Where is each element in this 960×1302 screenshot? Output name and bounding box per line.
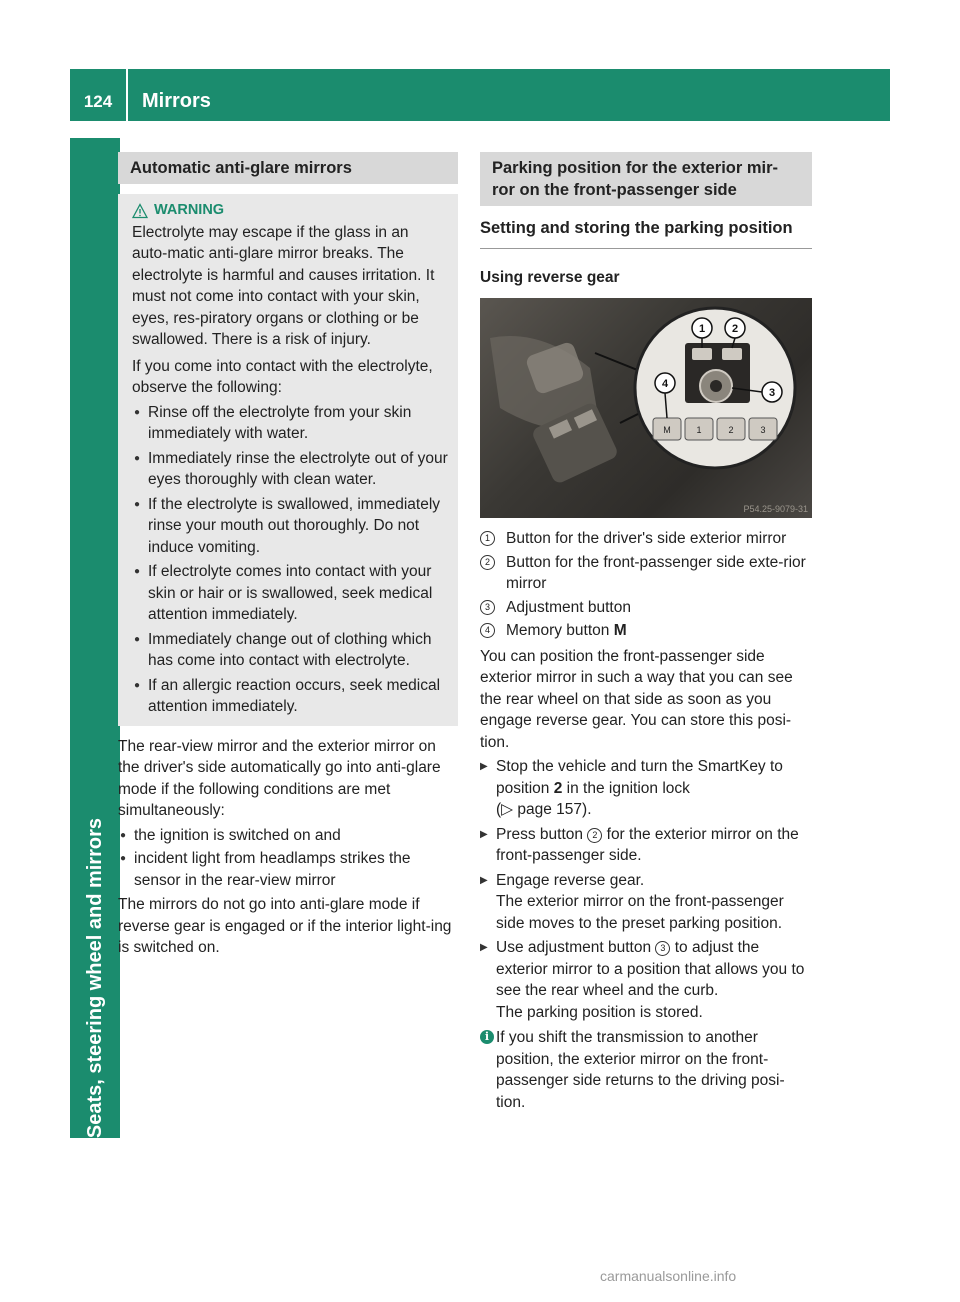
info-note (480, 1027, 812, 1113)
warning-bullet: ● If the electrolyte is swallowed, immediately rinse your mouth out thoroughly. Do not induce vomiting. (132, 494, 448, 559)
door-panel-illustration (480, 298, 812, 518)
warning-label: WARNING (154, 202, 225, 218)
legend-num: 4 (480, 623, 495, 638)
header-divider (126, 69, 128, 121)
chapter-tab-label-wrap (70, 138, 120, 1138)
step-text: Use adjustment button (496, 939, 656, 956)
step-callout: 2 (587, 828, 602, 843)
legend-num: 3 (480, 600, 495, 615)
legend-text: Button for the driver's side exterior mirror (506, 530, 787, 547)
subheading-setting: Setting and storing the parking position (480, 218, 812, 249)
memory-slot-3-label: 3 (760, 425, 766, 435)
step-text: to adjust the exterior mirror to a position that allows you to see the rear wheel and the curb. (496, 939, 805, 999)
condition-bullet: ● the ignition is switched on and (118, 825, 458, 847)
legend-text: Memory button (506, 622, 614, 639)
legend-text: Adjustment button (506, 598, 631, 616)
warning-box (118, 194, 458, 726)
page-number: 124 (83, 92, 113, 111)
legend-item (480, 620, 812, 642)
legend-item (480, 597, 812, 619)
image-code: P54.25-9079-31 (743, 504, 808, 514)
chapter-tab-label: Seats, steering wheel and mirrors (83, 817, 106, 1138)
legend-num: 1 (480, 531, 495, 546)
step-text: Press button (496, 825, 588, 843)
step-text: Engage reverse gear. (496, 871, 645, 889)
step-4 (480, 937, 812, 1023)
memory-slot-1-label: 1 (696, 425, 702, 435)
paragraph-conditions: The rear-view mirror and the exterior mirror on the driver's side automatically go into anti-glare mode if the following conditions are met simultaneously: (118, 737, 441, 819)
step-1 (480, 756, 812, 821)
page-reference-link[interactable]: (▷ page 157). (496, 801, 592, 818)
warning-bullet: ● If electrolyte comes into contact with your skin or hair or is swallowed, seek medical attention immediately. (132, 561, 448, 626)
legend-num: 2 (480, 555, 495, 570)
warning-triangle-icon (132, 203, 148, 219)
right-column (480, 152, 812, 1113)
legend-item (480, 552, 812, 595)
section-title: Mirrors (142, 90, 211, 112)
callout-1: 1 (698, 323, 706, 335)
legend-bold: M (613, 622, 627, 639)
step-text: Stop the vehicle and turn the SmartKey to position (496, 758, 783, 797)
warning-bullet: ● Immediately rinse the electrolyte out of your eyes thoroughly with clean water. (132, 448, 448, 491)
left-column (118, 152, 458, 959)
warning-bullet: ● Immediately change out of clothing which has come into contact with electrolyte. (132, 629, 448, 672)
subheading-reverse-gear: Using reverse gear (480, 268, 620, 286)
legend (480, 528, 812, 642)
watermark: carmanualsonline.info (600, 1268, 737, 1284)
callout-2: 2 (731, 323, 739, 335)
step-2 (480, 824, 812, 867)
warning-bullet: ● Rinse off the electrolyte from your skin immediately with water. (132, 402, 448, 445)
step-bold: 2 (553, 779, 563, 797)
warning-text-2: If you come into contact with the electrolyte, observe the following: (132, 357, 433, 396)
warning-bullet: ● If an allergic reaction occurs, seek medical attention immediately. (132, 675, 448, 718)
door-panel-image (480, 298, 812, 518)
paragraph-parking: You can position the front-passenger side exterior mirror in such a way that you can see the rear wheel on that side as soon as you engage reverse gear. You can store this posi-tion. (480, 647, 793, 751)
warning-title (132, 200, 448, 222)
legend-text: Button for the front-passenger side exte-rior mirror (506, 553, 806, 592)
warning-text-1: Electrolyte may escape if the glass in an auto-matic anti-glare mirror breaks. The electrolyte is harmful and causes irritation. It must not come into contact with your skin, eyes, res-piratory organs or clothing or be swallowed. There is a risk of injury. (132, 223, 435, 348)
step-text: for the exterior mirror on the front-passenger side. (496, 825, 799, 864)
step-text: in the ignition lock (562, 779, 690, 797)
step-callout: 3 (655, 941, 670, 956)
memory-button-label: M (663, 425, 671, 435)
callout-4: 4 (661, 378, 669, 390)
memory-slot-2-label: 2 (728, 425, 734, 435)
callout-3: 3 (768, 387, 776, 399)
legend-item (480, 528, 812, 550)
heading-anti-glare: Automatic anti-glare mirrors (118, 152, 458, 184)
step-text: The exterior mirror on the front-passenger side moves to the preset parking position. (496, 893, 784, 932)
heading-parking-position: Parking position for the exterior mir-ror on the front-passenger side (480, 152, 812, 206)
step-text: The parking position is stored. (496, 1003, 703, 1021)
paragraph-exceptions: The mirrors do not go into anti-glare mode if reverse gear is engaged or if the interior light-ing is switched on. (118, 896, 452, 956)
condition-bullet: ● incident light from headlamps strikes the sensor in the rear-view mirror (118, 848, 458, 891)
step-3 (480, 870, 812, 935)
info-icon: i (480, 1030, 494, 1044)
info-text: If you shift the transmission to another position, the exterior mirror on the front-passenger side returns to the driving posi-tion. (496, 1029, 785, 1111)
